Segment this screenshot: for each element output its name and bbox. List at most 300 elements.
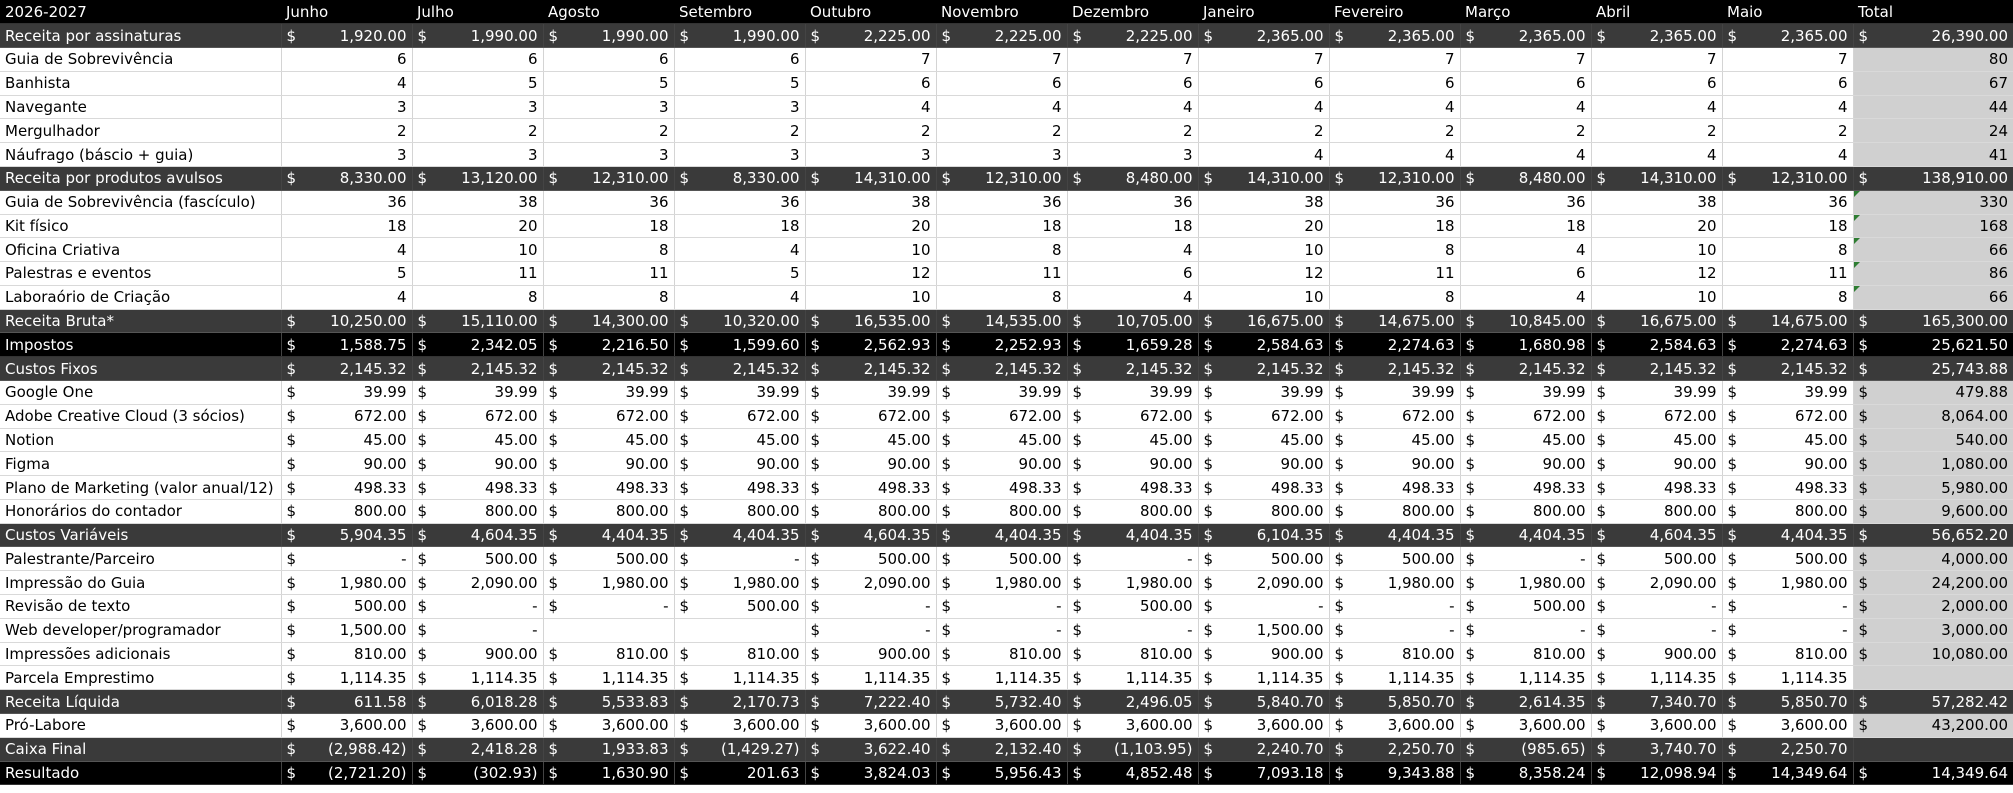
value-cell[interactable] [1329, 452, 1460, 476]
value-cell[interactable] [281, 309, 412, 333]
value-cell[interactable] [543, 404, 674, 428]
value-cell[interactable] [1067, 571, 1198, 595]
value-cell[interactable] [805, 499, 936, 523]
value-cell[interactable] [936, 95, 1067, 119]
value-cell[interactable] [543, 642, 674, 666]
value-cell[interactable] [1460, 595, 1591, 619]
value-cell[interactable] [543, 452, 674, 476]
value-cell[interactable] [281, 71, 412, 95]
value-cell[interactable] [1067, 690, 1198, 714]
total-cell[interactable] [1853, 214, 2013, 238]
value-cell[interactable] [543, 71, 674, 95]
value-cell[interactable] [281, 166, 412, 190]
value-cell[interactable] [1591, 48, 1722, 72]
value-cell[interactable] [1591, 214, 1722, 238]
value-cell[interactable] [1198, 642, 1329, 666]
value-cell[interactable] [1329, 476, 1460, 500]
value-cell[interactable] [674, 143, 805, 167]
value-cell[interactable] [1460, 119, 1591, 143]
value-cell[interactable] [1591, 119, 1722, 143]
row-label-cell[interactable]: Custos Variáveis [0, 523, 281, 547]
value-cell[interactable] [805, 571, 936, 595]
value-cell[interactable] [1198, 690, 1329, 714]
value-cell[interactable] [936, 666, 1067, 690]
value-cell[interactable] [412, 333, 543, 357]
value-cell[interactable] [805, 642, 936, 666]
value-cell[interactable] [1591, 523, 1722, 547]
value-cell[interactable] [281, 381, 412, 405]
value-cell[interactable] [1329, 309, 1460, 333]
row-label-cell[interactable]: Figma [0, 452, 281, 476]
value-cell[interactable] [543, 523, 674, 547]
value-cell[interactable] [1591, 690, 1722, 714]
value-cell[interactable] [936, 523, 1067, 547]
row-label-cell[interactable]: Honorários do contador [0, 499, 281, 523]
value-cell[interactable] [281, 547, 412, 571]
value-cell[interactable] [1460, 737, 1591, 761]
value-cell[interactable] [936, 690, 1067, 714]
total-cell[interactable] [1853, 71, 2013, 95]
value-cell[interactable] [1591, 381, 1722, 405]
value-cell[interactable] [805, 24, 936, 48]
value-cell[interactable] [674, 357, 805, 381]
month-header-cell[interactable]: Maio [1722, 0, 1853, 24]
value-cell[interactable] [1591, 166, 1722, 190]
value-cell[interactable] [1460, 238, 1591, 262]
value-cell[interactable] [1329, 143, 1460, 167]
value-cell[interactable] [1198, 214, 1329, 238]
value-cell[interactable] [1460, 666, 1591, 690]
value-cell[interactable] [1198, 143, 1329, 167]
value-cell[interactable] [1067, 166, 1198, 190]
value-cell[interactable] [1722, 262, 1853, 286]
row-label-cell[interactable]: Palestrante/Parceiro [0, 547, 281, 571]
value-cell[interactable] [412, 476, 543, 500]
value-cell[interactable] [1722, 357, 1853, 381]
value-cell[interactable] [1722, 737, 1853, 761]
total-cell[interactable] [1853, 737, 2013, 761]
value-cell[interactable] [543, 595, 674, 619]
value-cell[interactable] [674, 48, 805, 72]
value-cell[interactable] [805, 404, 936, 428]
month-header-cell[interactable]: Junho [281, 0, 412, 24]
value-cell[interactable] [805, 119, 936, 143]
value-cell[interactable] [1067, 666, 1198, 690]
value-cell[interactable] [281, 571, 412, 595]
value-cell[interactable] [543, 547, 674, 571]
value-cell[interactable] [1067, 238, 1198, 262]
value-cell[interactable] [1067, 285, 1198, 309]
value-cell[interactable] [1460, 309, 1591, 333]
value-cell[interactable] [412, 499, 543, 523]
value-cell[interactable] [281, 214, 412, 238]
value-cell[interactable] [1460, 618, 1591, 642]
value-cell[interactable] [1722, 404, 1853, 428]
value-cell[interactable] [1329, 595, 1460, 619]
total-cell[interactable] [1853, 309, 2013, 333]
total-cell[interactable] [1853, 428, 2013, 452]
value-cell[interactable] [1329, 499, 1460, 523]
value-cell[interactable] [674, 452, 805, 476]
value-cell[interactable] [805, 48, 936, 72]
value-cell[interactable] [1591, 95, 1722, 119]
value-cell[interactable] [674, 761, 805, 785]
value-cell[interactable] [1198, 262, 1329, 286]
value-cell[interactable] [936, 166, 1067, 190]
value-cell[interactable] [543, 357, 674, 381]
row-label-cell[interactable]: Adobe Creative Cloud (3 sócios) [0, 404, 281, 428]
value-cell[interactable] [1460, 761, 1591, 785]
value-cell[interactable] [936, 499, 1067, 523]
value-cell[interactable] [674, 24, 805, 48]
value-cell[interactable] [1460, 404, 1591, 428]
value-cell[interactable] [1591, 333, 1722, 357]
value-cell[interactable] [1329, 737, 1460, 761]
value-cell[interactable] [1067, 333, 1198, 357]
value-cell[interactable] [543, 24, 674, 48]
value-cell[interactable] [1198, 618, 1329, 642]
value-cell[interactable] [412, 24, 543, 48]
value-cell[interactable] [1460, 333, 1591, 357]
value-cell[interactable] [543, 166, 674, 190]
value-cell[interactable] [936, 238, 1067, 262]
value-cell[interactable] [412, 285, 543, 309]
value-cell[interactable] [412, 95, 543, 119]
value-cell[interactable] [1329, 690, 1460, 714]
value-cell[interactable] [412, 71, 543, 95]
value-cell[interactable] [674, 642, 805, 666]
value-cell[interactable] [1460, 143, 1591, 167]
row-label-cell[interactable]: Caixa Final [0, 737, 281, 761]
value-cell[interactable] [1198, 119, 1329, 143]
value-cell[interactable] [674, 690, 805, 714]
value-cell[interactable] [1460, 428, 1591, 452]
value-cell[interactable] [281, 713, 412, 737]
value-cell[interactable] [543, 476, 674, 500]
value-cell[interactable] [1329, 262, 1460, 286]
value-cell[interactable] [1329, 761, 1460, 785]
value-cell[interactable] [1460, 166, 1591, 190]
value-cell[interactable] [805, 143, 936, 167]
value-cell[interactable] [1591, 595, 1722, 619]
value-cell[interactable] [936, 262, 1067, 286]
value-cell[interactable] [412, 571, 543, 595]
value-cell[interactable] [412, 523, 543, 547]
value-cell[interactable] [1067, 381, 1198, 405]
value-cell[interactable] [1329, 119, 1460, 143]
row-label-cell[interactable]: Receita por produtos avulsos [0, 166, 281, 190]
value-cell[interactable] [936, 618, 1067, 642]
value-cell[interactable] [1198, 71, 1329, 95]
value-cell[interactable] [805, 262, 936, 286]
row-label-cell[interactable]: Impressão do Guia [0, 571, 281, 595]
value-cell[interactable] [1067, 71, 1198, 95]
value-cell[interactable] [281, 119, 412, 143]
value-cell[interactable] [1198, 499, 1329, 523]
value-cell[interactable] [1329, 238, 1460, 262]
month-header-cell[interactable]: Agosto [543, 0, 674, 24]
month-header-cell[interactable]: Janeiro [1198, 0, 1329, 24]
value-cell[interactable] [543, 381, 674, 405]
value-cell[interactable] [674, 737, 805, 761]
value-cell[interactable] [543, 333, 674, 357]
total-cell[interactable] [1853, 143, 2013, 167]
value-cell[interactable] [1591, 547, 1722, 571]
value-cell[interactable] [1722, 95, 1853, 119]
value-cell[interactable] [1591, 618, 1722, 642]
value-cell[interactable] [412, 190, 543, 214]
value-cell[interactable] [1460, 713, 1591, 737]
value-cell[interactable] [412, 238, 543, 262]
value-cell[interactable] [1067, 595, 1198, 619]
value-cell[interactable] [936, 48, 1067, 72]
value-cell[interactable] [674, 190, 805, 214]
row-label-cell[interactable]: Banhista [0, 71, 281, 95]
value-cell[interactable] [1198, 571, 1329, 595]
value-cell[interactable] [805, 761, 936, 785]
value-cell[interactable] [936, 333, 1067, 357]
value-cell[interactable] [1591, 357, 1722, 381]
total-cell[interactable] [1853, 499, 2013, 523]
value-cell[interactable] [936, 737, 1067, 761]
value-cell[interactable] [281, 761, 412, 785]
value-cell[interactable] [674, 428, 805, 452]
value-cell[interactable] [543, 285, 674, 309]
row-label-cell[interactable]: Impostos [0, 333, 281, 357]
total-cell[interactable] [1853, 119, 2013, 143]
value-cell[interactable] [1067, 737, 1198, 761]
total-cell[interactable] [1853, 547, 2013, 571]
value-cell[interactable] [1067, 523, 1198, 547]
value-cell[interactable] [1329, 428, 1460, 452]
value-cell[interactable] [1198, 523, 1329, 547]
value-cell[interactable] [936, 571, 1067, 595]
value-cell[interactable] [543, 428, 674, 452]
value-cell[interactable] [674, 666, 805, 690]
value-cell[interactable] [936, 761, 1067, 785]
value-cell[interactable] [1460, 452, 1591, 476]
value-cell[interactable] [543, 571, 674, 595]
value-cell[interactable] [1329, 285, 1460, 309]
value-cell[interactable] [936, 547, 1067, 571]
value-cell[interactable] [1460, 547, 1591, 571]
value-cell[interactable] [1067, 357, 1198, 381]
value-cell[interactable] [805, 285, 936, 309]
value-cell[interactable] [412, 48, 543, 72]
row-label-cell[interactable]: Impressões adicionais [0, 642, 281, 666]
value-cell[interactable] [1067, 547, 1198, 571]
value-cell[interactable] [412, 595, 543, 619]
value-cell[interactable] [805, 238, 936, 262]
value-cell[interactable] [936, 309, 1067, 333]
row-label-cell[interactable]: Web developer/programador [0, 618, 281, 642]
row-label-cell[interactable]: Laboraório de Criação [0, 285, 281, 309]
value-cell[interactable] [412, 262, 543, 286]
value-cell[interactable] [1198, 428, 1329, 452]
value-cell[interactable] [412, 357, 543, 381]
row-label-cell[interactable]: Receita por assinaturas [0, 24, 281, 48]
value-cell[interactable] [1460, 381, 1591, 405]
value-cell[interactable] [412, 214, 543, 238]
value-cell[interactable] [936, 119, 1067, 143]
value-cell[interactable] [1329, 166, 1460, 190]
month-header-cell[interactable]: Julho [412, 0, 543, 24]
value-cell[interactable] [543, 262, 674, 286]
value-cell[interactable] [281, 333, 412, 357]
total-cell[interactable] [1853, 48, 2013, 72]
value-cell[interactable] [805, 666, 936, 690]
total-cell[interactable] [1853, 333, 2013, 357]
value-cell[interactable] [1460, 24, 1591, 48]
value-cell[interactable] [1198, 309, 1329, 333]
value-cell[interactable] [1329, 713, 1460, 737]
value-cell[interactable] [1329, 381, 1460, 405]
value-cell[interactable] [1067, 119, 1198, 143]
value-cell[interactable] [1329, 357, 1460, 381]
value-cell[interactable] [674, 595, 805, 619]
value-cell[interactable] [1198, 238, 1329, 262]
value-cell[interactable] [936, 713, 1067, 737]
value-cell[interactable] [1460, 285, 1591, 309]
month-header-cell[interactable]: Dezembro [1067, 0, 1198, 24]
value-cell[interactable] [1198, 285, 1329, 309]
value-cell[interactable] [936, 595, 1067, 619]
value-cell[interactable] [281, 24, 412, 48]
value-cell[interactable] [674, 309, 805, 333]
value-cell[interactable] [281, 690, 412, 714]
value-cell[interactable] [1198, 381, 1329, 405]
value-cell[interactable] [805, 713, 936, 737]
value-cell[interactable] [805, 71, 936, 95]
value-cell[interactable] [1722, 523, 1853, 547]
value-cell[interactable] [805, 357, 936, 381]
value-cell[interactable] [936, 476, 1067, 500]
value-cell[interactable] [543, 618, 674, 642]
value-cell[interactable] [936, 143, 1067, 167]
value-cell[interactable] [1460, 357, 1591, 381]
value-cell[interactable] [412, 690, 543, 714]
value-cell[interactable] [805, 381, 936, 405]
value-cell[interactable] [1198, 666, 1329, 690]
value-cell[interactable] [1198, 357, 1329, 381]
value-cell[interactable] [805, 333, 936, 357]
value-cell[interactable] [805, 190, 936, 214]
value-cell[interactable] [1460, 523, 1591, 547]
value-cell[interactable] [281, 642, 412, 666]
value-cell[interactable] [1591, 143, 1722, 167]
value-cell[interactable] [543, 737, 674, 761]
value-cell[interactable] [1591, 71, 1722, 95]
value-cell[interactable] [1198, 476, 1329, 500]
value-cell[interactable] [1198, 404, 1329, 428]
value-cell[interactable] [543, 713, 674, 737]
row-label-cell[interactable]: Receita Bruta* [0, 309, 281, 333]
value-cell[interactable] [281, 357, 412, 381]
row-label-cell[interactable]: Guia de Sobrevivência (fascículo) [0, 190, 281, 214]
value-cell[interactable] [674, 404, 805, 428]
value-cell[interactable] [1460, 71, 1591, 95]
row-label-cell[interactable]: Kit físico [0, 214, 281, 238]
row-label-cell[interactable]: Custos Fixos [0, 357, 281, 381]
value-cell[interactable] [1198, 48, 1329, 72]
value-cell[interactable] [1722, 571, 1853, 595]
value-cell[interactable] [1591, 404, 1722, 428]
value-cell[interactable] [674, 381, 805, 405]
row-label-cell[interactable]: Oficina Criativa [0, 238, 281, 262]
year-header-cell[interactable]: 2026-2027 [0, 0, 281, 24]
value-cell[interactable] [1722, 595, 1853, 619]
month-header-cell[interactable]: Março [1460, 0, 1591, 24]
value-cell[interactable] [1722, 333, 1853, 357]
value-cell[interactable] [936, 381, 1067, 405]
value-cell[interactable] [805, 523, 936, 547]
value-cell[interactable] [543, 214, 674, 238]
value-cell[interactable] [412, 381, 543, 405]
total-cell[interactable] [1853, 713, 2013, 737]
row-label-cell[interactable]: Guia de Sobrevivência [0, 48, 281, 72]
total-cell[interactable] [1853, 571, 2013, 595]
value-cell[interactable] [1722, 618, 1853, 642]
value-cell[interactable] [281, 452, 412, 476]
value-cell[interactable] [936, 452, 1067, 476]
row-label-cell[interactable]: Parcela Emprestimo [0, 666, 281, 690]
value-cell[interactable] [936, 428, 1067, 452]
value-cell[interactable] [1067, 404, 1198, 428]
value-cell[interactable] [281, 285, 412, 309]
value-cell[interactable] [1722, 309, 1853, 333]
total-cell[interactable] [1853, 24, 2013, 48]
value-cell[interactable] [1591, 428, 1722, 452]
value-cell[interactable] [1067, 761, 1198, 785]
total-cell[interactable] [1853, 642, 2013, 666]
value-cell[interactable] [1329, 24, 1460, 48]
value-cell[interactable] [281, 190, 412, 214]
value-cell[interactable] [936, 642, 1067, 666]
value-cell[interactable] [412, 761, 543, 785]
month-header-cell[interactable]: Novembro [936, 0, 1067, 24]
value-cell[interactable] [805, 309, 936, 333]
value-cell[interactable] [281, 48, 412, 72]
value-cell[interactable] [543, 95, 674, 119]
row-label-cell[interactable]: Pró-Labore [0, 713, 281, 737]
row-label-cell[interactable]: Navegante [0, 95, 281, 119]
value-cell[interactable] [805, 428, 936, 452]
value-cell[interactable] [674, 476, 805, 500]
total-cell[interactable] [1853, 238, 2013, 262]
value-cell[interactable] [412, 309, 543, 333]
total-cell[interactable] [1853, 690, 2013, 714]
value-cell[interactable] [1067, 95, 1198, 119]
total-cell[interactable] [1853, 357, 2013, 381]
value-cell[interactable] [543, 119, 674, 143]
value-cell[interactable] [1067, 190, 1198, 214]
value-cell[interactable] [1329, 404, 1460, 428]
value-cell[interactable] [1591, 238, 1722, 262]
value-cell[interactable] [1460, 690, 1591, 714]
value-cell[interactable] [1591, 713, 1722, 737]
value-cell[interactable] [543, 499, 674, 523]
row-label-cell[interactable]: Resultado [0, 761, 281, 785]
value-cell[interactable] [1722, 166, 1853, 190]
value-cell[interactable] [1329, 547, 1460, 571]
value-cell[interactable] [805, 476, 936, 500]
row-label-cell[interactable]: Notion [0, 428, 281, 452]
total-cell[interactable] [1853, 523, 2013, 547]
value-cell[interactable] [674, 71, 805, 95]
value-cell[interactable] [674, 238, 805, 262]
row-label-cell[interactable]: Palestras e eventos [0, 262, 281, 286]
value-cell[interactable] [412, 143, 543, 167]
